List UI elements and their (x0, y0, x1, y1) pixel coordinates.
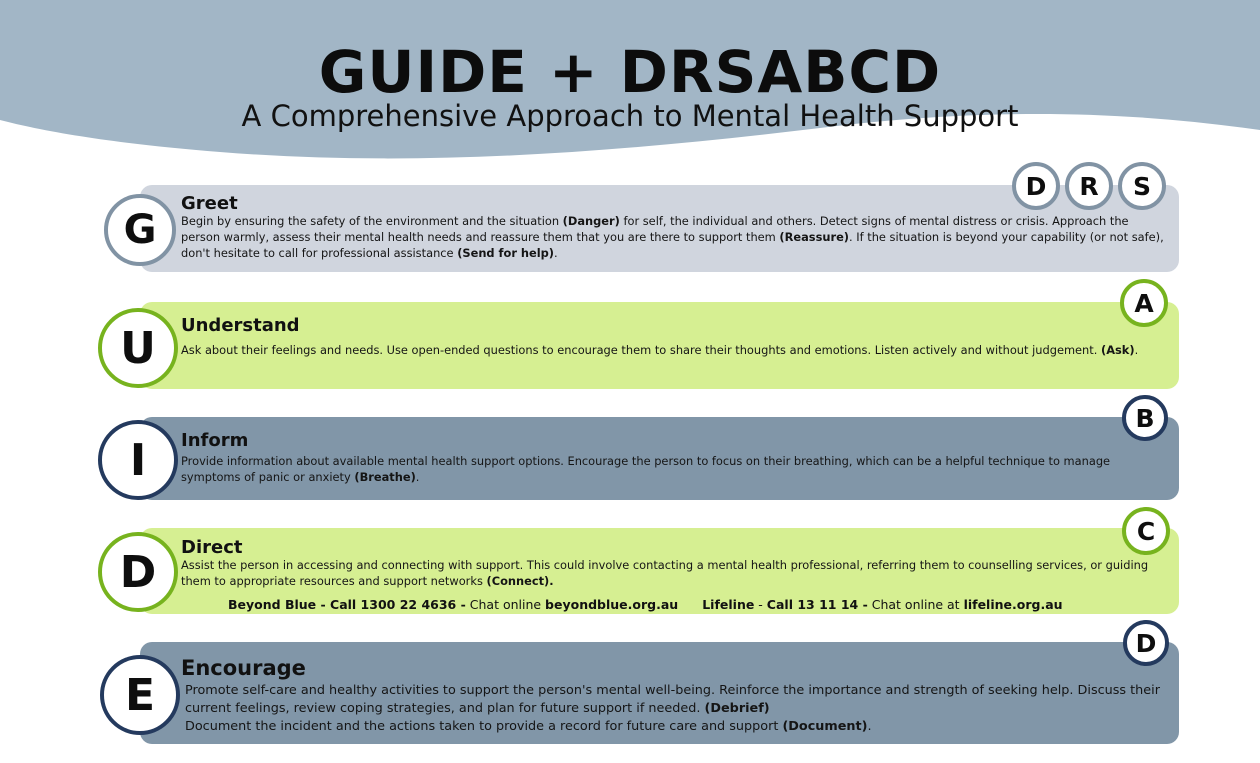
card-title: Encourage (181, 656, 306, 680)
card-understand (140, 302, 1179, 389)
badge-c (1122, 507, 1170, 555)
letter-u: U (120, 322, 156, 374)
letter-circle-d (98, 532, 178, 612)
letter-circle-g (104, 194, 176, 266)
card-description: Provide information about available mental health support options. Encourage the person to focus on their breathing, which can be a helpful technique to manage symptoms of panic or anxiety (Breathe). (181, 454, 1111, 484)
emphasis-text: Beyond Blue - Call 1300 22 4636 - (228, 597, 466, 612)
badge-d (1012, 162, 1060, 210)
emphasis-text: beyondblue.org.au (545, 597, 679, 612)
emphasis-text: Lifeline (702, 597, 755, 612)
emphasis-text: (Ask) (1101, 343, 1135, 357)
badge-letter: R (1079, 171, 1099, 201)
emphasis-text: (Connect). (486, 574, 554, 588)
emphasis-text: Call 13 11 14 - (766, 597, 868, 612)
badge-r (1065, 162, 1113, 210)
card-direct (140, 528, 1179, 614)
letter-g: G (123, 207, 157, 253)
emphasis-text: (Debrief) (704, 701, 770, 716)
card-description: Promote self-care and healthy activities to support the person's mental well-being. Reinforce the importance and strength of seeking help. Discuss their current feelings, review coping strategies, and plan for future support if needed. (Debrief) Document the incident and the actions taken to provide a record for future care and support (Document). (185, 683, 1160, 734)
letter-circle-i (98, 420, 178, 500)
card-description: Ask about their feelings and needs. Use open-ended questions to encourage them to share their thoughts and emotions. Listen actively and without judgement. (Ask). (181, 343, 1139, 357)
letter-d: D (119, 546, 157, 598)
badge-d-document (1123, 620, 1169, 666)
badge-letter: B (1135, 403, 1155, 433)
badge-letter: D (1025, 171, 1047, 201)
badge-letter: D (1135, 628, 1157, 658)
badge-s (1118, 162, 1166, 210)
card-title: Direct (181, 537, 243, 558)
letter-circle-u (98, 308, 178, 388)
badge-letter: A (1134, 288, 1154, 318)
emphasis-text: (Document) (782, 719, 868, 734)
badge-a (1120, 279, 1168, 327)
card-title: Understand (181, 315, 300, 336)
emphasis-text: (Reassure) (779, 230, 850, 244)
badge-letter: C (1136, 516, 1156, 546)
support-contacts: Beyond Blue - Call 1300 22 4636 - Chat online beyondblue.org.au Lifeline - Call 13 11 14 - Chat online at lifeline.org.au (228, 597, 1063, 612)
emphasis-text: (Send for help) (457, 246, 555, 260)
badge-letter: S (1132, 171, 1151, 201)
card-title: Inform (181, 430, 249, 451)
emphasis-text: (Danger) (562, 214, 620, 228)
letter-i: I (129, 434, 147, 486)
card-inform (140, 417, 1179, 500)
page-title: GUIDE + DRSABCD (318, 38, 942, 106)
card-encourage (140, 642, 1179, 744)
letter-e: E (124, 669, 156, 721)
emphasis-text: (Breathe) (354, 470, 416, 484)
card-description: Begin by ensuring the safety of the environment and the situation (Danger) for self, the individual and others. Detect signs of mental distress or crisis. Approach the person warmly, assess their mental health needs and reassure them that you are there to support them (Reassure). If the situation is beyond your capability (or not safe), don't hesitate to call for professional assistance (Send for help). (181, 214, 1164, 260)
letter-circle-e (100, 655, 180, 735)
page-subtitle: A Comprehensive Approach to Mental Health Support (241, 99, 1019, 133)
card-title: Greet (181, 193, 238, 214)
badge-b (1122, 395, 1168, 441)
emphasis-text: lifeline.org.au (963, 597, 1063, 612)
card-description: Assist the person in accessing and connecting with support. This could involve contacting a mental health professional, referring them to counselling services, or guiding them to appropriate resources and support networks (Connect). (181, 558, 1149, 588)
